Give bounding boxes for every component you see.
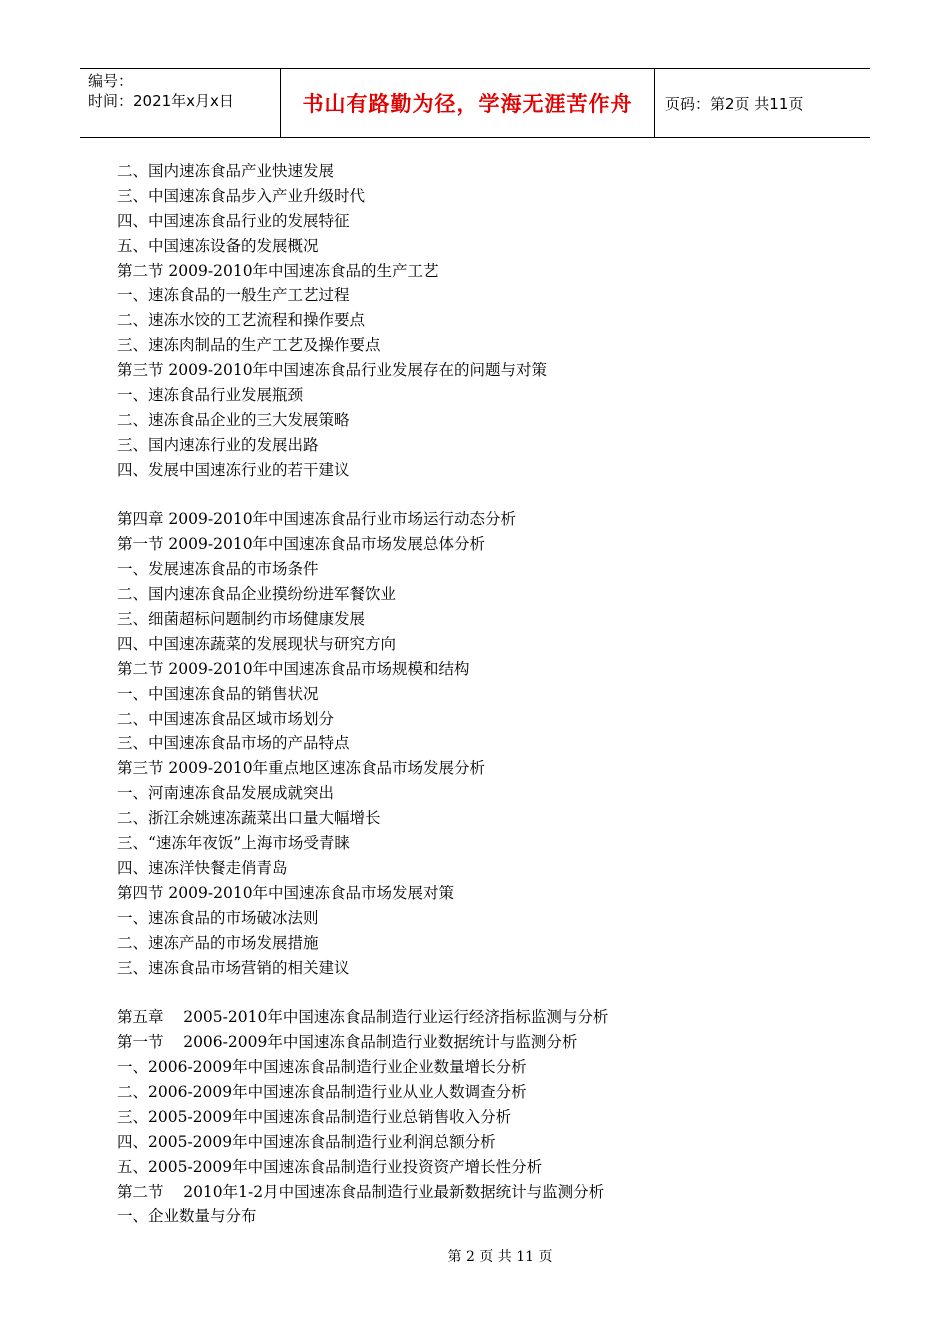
toc-line: 一、速冻食品的一般生产工艺过程: [117, 286, 350, 305]
toc-line: 第二节 2009-2010年中国速冻食品市场规模和结构: [117, 659, 470, 678]
toc-line: 第四节 2009-2010年中国速冻食品市场发展对策: [117, 883, 455, 902]
toc-line: 一、速冻食品的市场破冰法则: [117, 908, 319, 927]
toc-line: 一、中国速冻食品的销售状况: [117, 684, 319, 703]
toc-line: 四、速冻洋快餐走俏青岛: [117, 858, 288, 877]
toc-line: 四、中国速冻食品行业的发展特征: [117, 211, 350, 230]
toc-line: 第三节 2009-2010年重点地区速冻食品市场发展分析: [117, 759, 486, 778]
time-label: 时间：2021年x月x日: [88, 92, 234, 110]
toc-line: 一、河南速冻食品发展成就突出: [117, 784, 335, 803]
toc-line: 四、中国速冻蔬菜的发展现状与研究方向: [117, 634, 397, 653]
toc-line: 三、国内速冻行业的发展出路: [117, 435, 319, 454]
header-meta: [80, 69, 281, 137]
toc-line: 第四章 2009-2010年中国速冻食品行业市场运行动态分析: [117, 510, 517, 529]
toc-line: 二、浙江余姚速冻蔬菜出口量大幅增长: [117, 809, 381, 828]
toc-line: 第三节 2009-2010年中国速冻食品行业发展存在的问题与对策: [117, 361, 548, 380]
toc-line: 三、中国速冻食品市场的产品特点: [117, 734, 350, 753]
toc-line: 五、2005-2009年中国速冻食品制造行业投资资产增长性分析: [117, 1157, 543, 1176]
toc-line: 第二节 2010年1-2月中国速冻食品制造行业最新数据统计与监测分析: [117, 1182, 605, 1201]
toc-line: 二、2006-2009年中国速冻食品制造行业从业人数调查分析: [117, 1082, 527, 1101]
toc-line: 四、2005-2009年中国速冻食品制造行业利润总额分析: [117, 1132, 496, 1151]
toc-line: 四、发展中国速冻行业的若干建议: [117, 460, 350, 479]
toc-line: 第一节 2009-2010年中国速冻食品市场发展总体分析: [117, 535, 486, 554]
toc-line: 五、中国速冻设备的发展概况: [117, 236, 319, 255]
toc-line: 二、国内速冻食品企业摸纷纷进军餐饮业: [117, 585, 397, 604]
page-header: [80, 68, 870, 138]
toc-line: 二、速冻食品企业的三大发展策略: [117, 410, 350, 429]
toc-line: 二、中国速冻食品区域市场划分: [117, 709, 335, 728]
toc-line: 一、发展速冻食品的市场条件: [117, 560, 319, 579]
toc-line: 三、细菌超标问题制约市场健康发展: [117, 610, 366, 629]
toc-line: 三、2005-2009年中国速冻食品制造行业总销售收入分析: [117, 1107, 512, 1126]
page-info: 页码：第2页 共11页: [665, 94, 804, 113]
toc-line: 二、国内速冻食品产业快速发展: [117, 162, 335, 180]
toc-line: 一、2006-2009年中国速冻食品制造行业企业数量增长分析: [117, 1058, 527, 1077]
toc-line: 第五章 2005-2010年中国速冻食品制造行业运行经济指标监测与分析: [117, 1008, 609, 1027]
toc-line: 三、速冻肉制品的生产工艺及操作要点: [117, 336, 381, 355]
toc-line: 三、速冻食品市场营销的相关建议: [117, 958, 350, 977]
number-label: 编号：: [88, 72, 134, 90]
table-of-contents: [117, 159, 857, 1229]
toc-line: 三、中国速冻食品步入产业升级时代: [117, 186, 366, 205]
toc-line: 一、速冻食品行业发展瓶颈: [117, 386, 304, 405]
motto: 书山有路勤为径，学海无涯苦作舟: [302, 92, 633, 116]
header-page-info: [655, 69, 870, 137]
page-footer: 第 2 页 共 11 页: [447, 1249, 553, 1265]
toc-line: 第一节 2006-2009年中国速冻食品制造行业数据统计与监测分析: [117, 1033, 578, 1052]
toc-line: 一、企业数量与分布: [117, 1207, 257, 1226]
toc-line: 二、速冻水饺的工艺流程和操作要点: [117, 311, 366, 330]
toc-line: 二、速冻产品的市场发展措施: [117, 933, 319, 952]
blank-line: [117, 483, 857, 508]
toc-line: 第二节 2009-2010年中国速冻食品的生产工艺: [117, 261, 439, 280]
header-motto-cell: [281, 69, 655, 137]
blank-line: [117, 980, 857, 1005]
toc-line: 三、“速冻年夜饭”上海市场受青睐: [117, 834, 350, 853]
